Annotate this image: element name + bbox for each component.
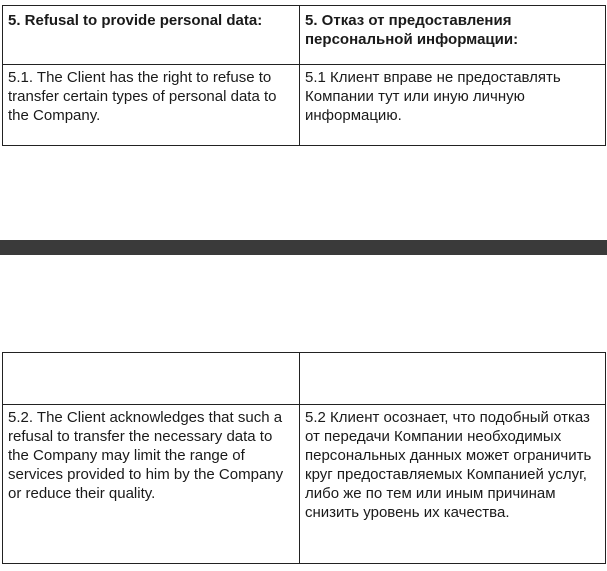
page-fragment-top: [0, 0, 607, 240]
empty-cell-en: [3, 353, 300, 405]
page-fragment-bottom: [0, 255, 607, 571]
section-header-ru: 5. Отказ от предоставления персональной информации:: [300, 6, 606, 65]
clause-5-2-en: 5.2. The Client acknowledges that such a refusal to transfer the necessary data to the Company may limit the range of services provided to him by the Company or reduce their quality.: [3, 405, 300, 564]
table-row-clause-5-2: [3, 405, 606, 564]
clause-5-1-en: 5.1. The Client has the right to refuse to transfer certain types of personal data to the Company.: [3, 65, 300, 146]
table-row-empty: [3, 353, 606, 405]
bilingual-table-section-5: [2, 5, 606, 146]
bilingual-table-continued: [2, 352, 606, 564]
clause-5-2-ru: 5.2 Клиент осознает, что подобный отказ от передачи Компании необходимых персональных данных может ограничить круг предоставляемых Компанией услуг, либо же по тем или иным причинам снизить уровень их качества.: [300, 405, 606, 564]
empty-cell-ru: [300, 353, 606, 405]
table-row-header: [3, 6, 606, 65]
section-header-en: 5. Refusal to provide personal data:: [3, 6, 300, 65]
table-row-clause-5-1: [3, 65, 606, 146]
page-break-divider: [0, 240, 607, 255]
clause-5-1-ru: 5.1 Клиент вправе не предоставлять Компании тут или иную личную информацию.: [300, 65, 606, 146]
